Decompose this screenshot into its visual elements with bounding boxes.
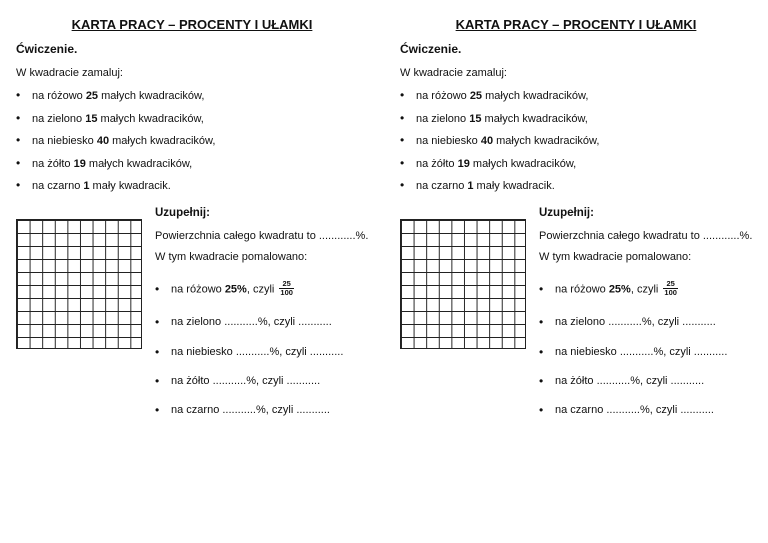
task-blue: • na niebiesko 40 małych kwadracików, xyxy=(16,133,216,147)
task-list xyxy=(16,89,376,202)
bullet-icon: • xyxy=(16,133,21,147)
total-area-line: Powierzchnia całego kwadratu to ............%. xyxy=(155,230,369,242)
worksheet-right: KARTA PRACY – PROCENTY I UŁAMKI Ćwiczenie. W kwadracie zamaluj: • na różowo 25 małych kwadracików, • na zielono 15 małych kwadracików, • na niebiesko 40 małych kwadracików, • na żółto 19 małych kwadracików, • na czarno 1 mały kwadracik. Uzupełnij: Powierzchnia całego kwadratu to ............%. W tym kwadracie pomalowano: • na różowo 25%, czyli $\frac{25}{100}$ • na zielono ...........%, czyli ........... • na niebiesko ...........%, czyli ........... • na żółto ...........%, czyli ........... • na czarno ...........%, czyli ........... xyxy=(384,0,768,543)
painted-intro-line: W tym kwadracie pomalowano: xyxy=(155,251,308,263)
bullet-icon: • xyxy=(400,88,405,102)
page-title: KARTA PRACY – PROCENTY I UŁAMKI xyxy=(71,17,313,32)
painted-intro-line: W tym kwadracie pomalowano: xyxy=(539,251,692,263)
bullet-icon: • xyxy=(539,374,544,388)
bullet-icon: • xyxy=(155,403,160,417)
task-list xyxy=(400,89,760,202)
bullet-icon: • xyxy=(155,282,160,296)
bullet-icon: • xyxy=(155,345,160,359)
bullet-icon: • xyxy=(155,374,160,388)
worksheet-left: KARTA PRACY – PROCENTY I UŁAMKI Ćwiczenie. W kwadracie zamaluj: • na różowo 25 małych kwadracików, • na zielono 15 małych kwadracików, • na niebiesko 40 małych kwadracików, • na żółto 19 małych kwadracików, • na czarno 1 mały kwadracik. Uzupełnij: Powierzchnia całego kwadratu to ............%. W tym kwadracie pomalowano: • na różowo 25%, czyli $\frac{25}{100}$ • na zielono ...........%, czyli ........... • na niebiesko ...........%, czyli ........... • na żółto ...........%, czyli ........... • na czarno ...........%, czyli ........... xyxy=(0,0,384,543)
task-pink: • na różowo 25 małych kwadracików, xyxy=(400,88,589,102)
instruction: W kwadracie zamaluj: xyxy=(16,67,123,79)
instruction: W kwadracie zamaluj: xyxy=(400,67,507,79)
fill-in-heading: Uzupełnij: xyxy=(539,207,594,219)
bullet-icon: • xyxy=(400,178,405,192)
bullet-icon: • xyxy=(539,403,544,417)
ten-by-ten-grid xyxy=(16,219,142,349)
ten-by-ten-grid xyxy=(400,219,526,349)
task-yellow: • na żółto 19 małych kwadracików, xyxy=(400,155,577,170)
bullet-icon: • xyxy=(16,110,21,125)
bullet-icon: • xyxy=(155,315,160,329)
fraction: $\frac{25}{100}$ xyxy=(664,279,677,297)
page-title: KARTA PRACY – PROCENTY I UŁAMKI xyxy=(455,17,697,32)
bullet-icon: • xyxy=(16,155,21,170)
bullet-icon: • xyxy=(539,282,544,296)
bullet-icon: • xyxy=(539,315,544,329)
bullet-icon: • xyxy=(539,345,544,359)
task-green: • na zielono 15 małych kwadracików, xyxy=(16,110,204,125)
task-blue: • na niebiesko 40 małych kwadracików, xyxy=(400,133,600,147)
task-yellow: • na żółto 19 małych kwadracików, xyxy=(16,155,193,170)
task-black: • na czarno 1 mały kwadracik. xyxy=(400,178,555,192)
task-black: • na czarno 1 mały kwadracik. xyxy=(16,178,171,192)
bullet-icon: • xyxy=(400,155,405,170)
exercise-heading: Ćwiczenie. xyxy=(16,42,78,56)
bullet-icon: • xyxy=(16,88,21,102)
exercise-heading: Ćwiczenie. xyxy=(400,42,462,56)
task-pink: • na różowo 25 małych kwadracików, xyxy=(16,88,205,102)
bullet-icon: • xyxy=(16,178,21,192)
task-green: • na zielono 15 małych kwadracików, xyxy=(400,110,588,125)
fill-in-heading: Uzupełnij: xyxy=(155,207,210,219)
fraction: $\frac{25}{100}$ xyxy=(280,279,293,297)
bullet-icon: • xyxy=(400,133,405,147)
total-area-line: Powierzchnia całego kwadratu to ............%. xyxy=(539,230,753,242)
bullet-icon: • xyxy=(400,110,405,125)
